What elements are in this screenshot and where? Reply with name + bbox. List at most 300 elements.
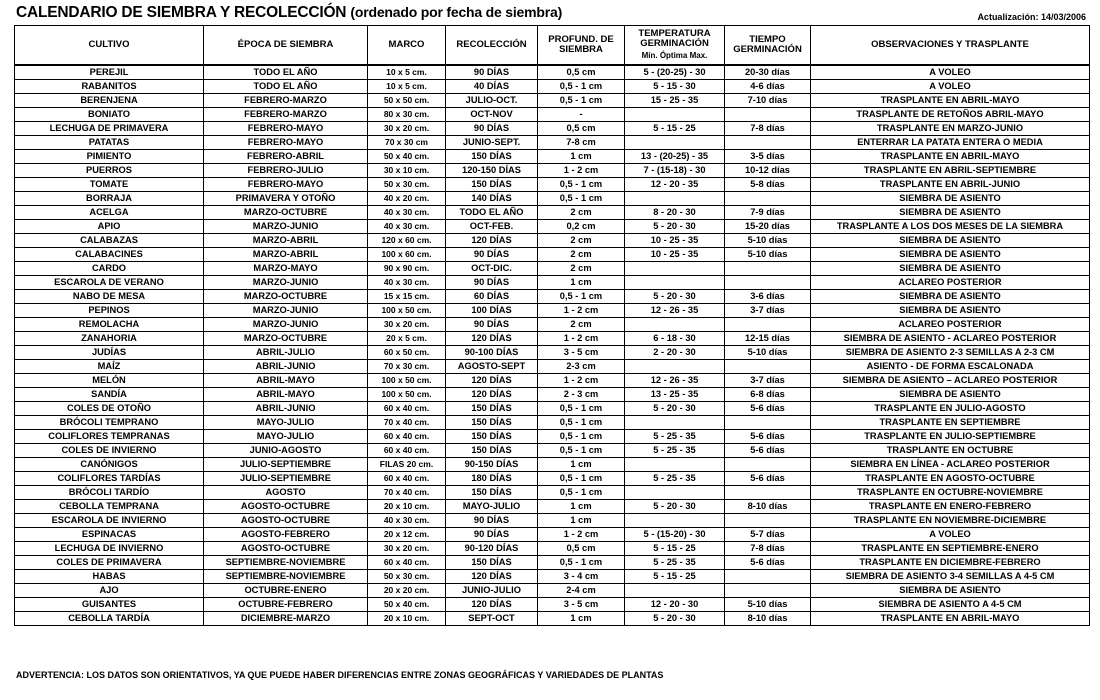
cell-marco: 40 x 30 cm. <box>368 220 446 234</box>
cell-recoleccion: 150 DÍAS <box>446 556 538 570</box>
cell-epoca: ABRIL-MAYO <box>204 388 368 402</box>
cell-observaciones: ACLAREO POSTERIOR <box>811 276 1090 290</box>
cell-profundidad: 1 - 2 cm <box>538 304 625 318</box>
cell-tiempo: 4-6 días <box>725 80 811 94</box>
cell-temperatura <box>625 360 725 374</box>
cell-cultivo: CALABACINES <box>15 248 204 262</box>
table-row <box>15 290 1090 304</box>
cell-profundidad: 1 cm <box>538 514 625 528</box>
table-row <box>15 360 1090 374</box>
cell-profundidad: 0,5 - 1 cm <box>538 472 625 486</box>
cell-observaciones: TRASPLANTE EN ABRIL-MAYO <box>811 94 1090 108</box>
cell-observaciones: TRASPLANTE EN ENERO-FEBRERO <box>811 500 1090 514</box>
cell-profundidad: 2 - 3 cm <box>538 388 625 402</box>
cell-recoleccion: 150 DÍAS <box>446 178 538 192</box>
cell-cultivo: PEREJIL <box>15 65 204 80</box>
cell-profundidad: 2 cm <box>538 206 625 220</box>
cell-tiempo: 7-10 días <box>725 94 811 108</box>
table-row <box>15 402 1090 416</box>
cell-profundidad: 0,5 cm <box>538 122 625 136</box>
cell-profundidad: 1 - 2 cm <box>538 332 625 346</box>
cell-cultivo: BRÓCOLI TEMPRANO <box>15 416 204 430</box>
cell-cultivo: COLIFLORES TEMPRANAS <box>15 430 204 444</box>
cell-epoca: ABRIL-JUNIO <box>204 360 368 374</box>
title-main: CALENDARIO DE SIEMBRA Y RECOLECCIÓN <box>16 4 347 21</box>
cell-marco: 40 x 20 cm. <box>368 192 446 206</box>
table-row <box>15 192 1090 206</box>
cell-cultivo: PIMIENTO <box>15 150 204 164</box>
cell-profundidad: 2-4 cm <box>538 584 625 598</box>
cell-tiempo <box>725 458 811 472</box>
cell-tiempo <box>725 584 811 598</box>
cell-marco: 10 x 5 cm. <box>368 65 446 80</box>
cell-epoca: ABRIL-JULIO <box>204 346 368 360</box>
table-row <box>15 556 1090 570</box>
cell-observaciones: TRASPLANTE EN AGOSTO-OCTUBRE <box>811 472 1090 486</box>
cell-recoleccion: 150 DÍAS <box>446 150 538 164</box>
cell-cultivo: APIO <box>15 220 204 234</box>
cell-marco: 20 x 20 cm. <box>368 584 446 598</box>
cell-recoleccion: 60 DÍAS <box>446 290 538 304</box>
cell-epoca: ABRIL-JUNIO <box>204 402 368 416</box>
cell-epoca: DICIEMBRE-MARZO <box>204 612 368 626</box>
cell-marco: 30 x 20 cm. <box>368 318 446 332</box>
cell-tiempo: 12-15 días <box>725 332 811 346</box>
cell-cultivo: ACELGA <box>15 206 204 220</box>
header-temperatura-sub: Mín. Óptima Max. <box>641 50 708 60</box>
cell-tiempo: 20-30 días <box>725 65 811 80</box>
cell-recoleccion: 120 DÍAS <box>446 388 538 402</box>
cell-epoca: FEBRERO-MAYO <box>204 122 368 136</box>
table-row <box>15 262 1090 276</box>
cell-temperatura <box>625 486 725 500</box>
cell-recoleccion: OCT-NOV <box>446 108 538 122</box>
cell-profundidad: 0,2 cm <box>538 220 625 234</box>
cell-temperatura: 10 - 25 - 35 <box>625 248 725 262</box>
cell-temperatura <box>625 584 725 598</box>
table-row <box>15 304 1090 318</box>
cell-observaciones: ASIENTO - DE FORMA ESCALONADA <box>811 360 1090 374</box>
cell-tiempo: 5-10 días <box>725 346 811 360</box>
cell-tiempo: 8-10 días <box>725 612 811 626</box>
cell-observaciones: TRASPLANTE A LOS DOS MESES DE LA SIEMBRA <box>811 220 1090 234</box>
cell-temperatura: 5 - 15 - 25 <box>625 122 725 136</box>
cell-marco: 60 x 50 cm. <box>368 346 446 360</box>
cell-epoca: FEBRERO-MARZO <box>204 108 368 122</box>
cell-marco: 70 x 40 cm. <box>368 416 446 430</box>
cell-profundidad: 2 cm <box>538 248 625 262</box>
cell-recoleccion: 90-100 DÍAS <box>446 346 538 360</box>
cell-observaciones: SIEMBRA DE ASIENTO <box>811 388 1090 402</box>
cell-observaciones: TRASPLANTE EN SEPTIEMBRE <box>811 416 1090 430</box>
cell-temperatura: 12 - 20 - 35 <box>625 178 725 192</box>
cell-cultivo: BRÓCOLI TARDÍO <box>15 486 204 500</box>
table-row <box>15 500 1090 514</box>
cell-marco: 30 x 10 cm. <box>368 164 446 178</box>
cell-temperatura: 13 - (20-25) - 35 <box>625 150 725 164</box>
cell-temperatura: 5 - 15 - 25 <box>625 542 725 556</box>
cell-cultivo: CALABAZAS <box>15 234 204 248</box>
cell-tiempo: 6-8 días <box>725 388 811 402</box>
cell-profundidad: 0,5 - 1 cm <box>538 430 625 444</box>
cell-profundidad: 0,5 - 1 cm <box>538 402 625 416</box>
cell-marco: 80 x 30 cm. <box>368 108 446 122</box>
cell-temperatura: 2 - 20 - 30 <box>625 346 725 360</box>
cell-tiempo: 5-6 días <box>725 472 811 486</box>
cell-observaciones: TRASPLANTE EN SEPTIEMBRE-ENERO <box>811 542 1090 556</box>
cell-marco: 60 x 40 cm. <box>368 472 446 486</box>
header-recoleccion: RECOLECCIÓN <box>446 26 538 66</box>
cell-observaciones: SIEMBRA DE ASIENTO <box>811 584 1090 598</box>
footer-warning: ADVERTENCIA: LOS DATOS SON ORIENTATIVOS, YA QUE PUEDE HABER DIFERENCIAS ENTRE ZONAS GEOGRÁFICAS Y VARIEDADES DE PLANTAS <box>16 670 664 680</box>
cell-recoleccion: 120 DÍAS <box>446 332 538 346</box>
cell-profundidad: 1 - 2 cm <box>538 374 625 388</box>
cell-marco: 100 x 50 cm. <box>368 374 446 388</box>
cell-profundidad: 1 cm <box>538 458 625 472</box>
cell-marco: 30 x 20 cm. <box>368 122 446 136</box>
cell-cultivo: REMOLACHA <box>15 318 204 332</box>
cell-recoleccion: 120 DÍAS <box>446 234 538 248</box>
cell-observaciones: TRASPLANTE EN ABRIL-JUNIO <box>811 178 1090 192</box>
cell-recoleccion: JULIO-OCT. <box>446 94 538 108</box>
cell-temperatura <box>625 192 725 206</box>
cell-temperatura: 15 - 25 - 35 <box>625 94 725 108</box>
cell-epoca: MAYO-JULIO <box>204 416 368 430</box>
table-body <box>15 65 1090 626</box>
header-temperatura-label: TEMPERATURA GERMINACIÓN <box>638 27 711 50</box>
cell-tiempo <box>725 318 811 332</box>
cell-recoleccion: OCT-DIC. <box>446 262 538 276</box>
cell-marco: 50 x 30 cm. <box>368 570 446 584</box>
table-row <box>15 584 1090 598</box>
cell-profundidad: 2 cm <box>538 262 625 276</box>
cell-epoca: AGOSTO-OCTUBRE <box>204 542 368 556</box>
table-row <box>15 150 1090 164</box>
cell-marco: 40 x 30 cm. <box>368 514 446 528</box>
cell-profundidad: 2-3 cm <box>538 360 625 374</box>
cell-temperatura: 5 - 15 - 30 <box>625 80 725 94</box>
cell-epoca: FEBRERO-MAYO <box>204 136 368 150</box>
cell-profundidad: 0,5 - 1 cm <box>538 556 625 570</box>
cell-epoca: AGOSTO <box>204 486 368 500</box>
table-row <box>15 444 1090 458</box>
update-date: Actualización: 14/03/2006 <box>977 12 1086 22</box>
cell-temperatura <box>625 458 725 472</box>
cell-observaciones: TRASPLANTE EN DICIEMBRE-FEBRERO <box>811 556 1090 570</box>
cell-marco: 50 x 30 cm. <box>368 178 446 192</box>
cell-recoleccion: 180 DÍAS <box>446 472 538 486</box>
cell-tiempo: 15-20 días <box>725 220 811 234</box>
cell-profundidad: 0,5 - 1 cm <box>538 416 625 430</box>
header-row <box>15 26 1090 66</box>
cell-temperatura: 13 - 25 - 35 <box>625 388 725 402</box>
cell-tiempo <box>725 416 811 430</box>
cell-epoca: FEBRERO-MAYO <box>204 178 368 192</box>
table-row <box>15 542 1090 556</box>
cell-profundidad: 0,5 - 1 cm <box>538 290 625 304</box>
cell-recoleccion: 90 DÍAS <box>446 514 538 528</box>
cell-marco: 70 x 40 cm. <box>368 486 446 500</box>
cell-marco: 50 x 40 cm. <box>368 150 446 164</box>
cell-epoca: AGOSTO-OCTUBRE <box>204 500 368 514</box>
cell-temperatura: 5 - (15-20) - 30 <box>625 528 725 542</box>
cell-cultivo: GUISANTES <box>15 598 204 612</box>
table-row <box>15 65 1090 80</box>
cell-epoca: PRIMAVERA Y OTOÑO <box>204 192 368 206</box>
cell-recoleccion: 150 DÍAS <box>446 416 538 430</box>
cell-epoca: AGOSTO-FEBRERO <box>204 528 368 542</box>
cell-epoca: MARZO-OCTUBRE <box>204 206 368 220</box>
cell-recoleccion: 150 DÍAS <box>446 402 538 416</box>
cell-cultivo: TOMATE <box>15 178 204 192</box>
table-row <box>15 528 1090 542</box>
cell-tiempo <box>725 570 811 584</box>
cell-epoca: SEPTIEMBRE-NOVIEMBRE <box>204 556 368 570</box>
cell-tiempo: 5-10 días <box>725 248 811 262</box>
cell-observaciones: TRASPLANTE EN ABRIL-SEPTIEMBRE <box>811 164 1090 178</box>
cell-temperatura: 5 - 20 - 30 <box>625 290 725 304</box>
header-observaciones: OBSERVACIONES Y TRASPLANTE <box>811 26 1090 66</box>
table-row <box>15 80 1090 94</box>
cell-profundidad: 0,5 - 1 cm <box>538 178 625 192</box>
cell-recoleccion: 90-150 DÍAS <box>446 458 538 472</box>
cell-cultivo: ESPINACAS <box>15 528 204 542</box>
cell-profundidad: 0,5 - 1 cm <box>538 192 625 206</box>
cell-temperatura: 8 - 20 - 30 <box>625 206 725 220</box>
cell-observaciones: A VOLEO <box>811 65 1090 80</box>
cell-observaciones: SIEMBRA EN LÍNEA - ACLAREO POSTERIOR <box>811 458 1090 472</box>
cell-tiempo <box>725 262 811 276</box>
cell-tiempo: 5-6 días <box>725 444 811 458</box>
cell-recoleccion: 150 DÍAS <box>446 430 538 444</box>
cell-temperatura <box>625 318 725 332</box>
cell-cultivo: RABANITOS <box>15 80 204 94</box>
cell-temperatura <box>625 514 725 528</box>
cell-tiempo <box>725 108 811 122</box>
cell-temperatura: 12 - 26 - 35 <box>625 374 725 388</box>
cell-tiempo: 7-9 días <box>725 206 811 220</box>
cell-marco: 100 x 50 cm. <box>368 388 446 402</box>
cell-epoca: SEPTIEMBRE-NOVIEMBRE <box>204 570 368 584</box>
cell-cultivo: COLES DE OTOÑO <box>15 402 204 416</box>
cell-tiempo: 3-7 días <box>725 304 811 318</box>
table-row <box>15 332 1090 346</box>
cell-epoca: MARZO-JUNIO <box>204 220 368 234</box>
cell-tiempo <box>725 486 811 500</box>
cell-profundidad: 0,5 cm <box>538 542 625 556</box>
cell-recoleccion: 120 DÍAS <box>446 374 538 388</box>
cell-temperatura: 7 - (15-18) - 30 <box>625 164 725 178</box>
cell-epoca: MARZO-OCTUBRE <box>204 290 368 304</box>
cell-marco: 60 x 40 cm. <box>368 430 446 444</box>
cell-temperatura <box>625 108 725 122</box>
cell-temperatura: 5 - 25 - 35 <box>625 430 725 444</box>
cell-recoleccion: 90 DÍAS <box>446 276 538 290</box>
cell-observaciones: TRASPLANTE EN MARZO-JUNIO <box>811 122 1090 136</box>
cell-marco: 100 x 50 cm. <box>368 304 446 318</box>
cell-marco: 50 x 50 cm. <box>368 94 446 108</box>
cell-temperatura: 5 - 25 - 35 <box>625 556 725 570</box>
cell-cultivo: CANÓNIGOS <box>15 458 204 472</box>
cell-cultivo: JUDÍAS <box>15 346 204 360</box>
cell-marco: 10 x 5 cm. <box>368 80 446 94</box>
cell-profundidad: 0,5 - 1 cm <box>538 486 625 500</box>
cell-tiempo: 3-6 días <box>725 290 811 304</box>
cell-observaciones: SIEMBRA DE ASIENTO <box>811 192 1090 206</box>
cell-observaciones: ACLAREO POSTERIOR <box>811 318 1090 332</box>
cell-recoleccion: 100 DÍAS <box>446 304 538 318</box>
cell-profundidad: 0,5 cm <box>538 65 625 80</box>
cell-temperatura: 5 - 20 - 30 <box>625 220 725 234</box>
cell-marco: 20 x 5 cm. <box>368 332 446 346</box>
cell-tiempo <box>725 514 811 528</box>
table-row <box>15 472 1090 486</box>
cell-tiempo: 5-7 días <box>725 528 811 542</box>
cell-profundidad: 2 cm <box>538 234 625 248</box>
cell-marco: 15 x 15 cm. <box>368 290 446 304</box>
cell-marco: 90 x 90 cm. <box>368 262 446 276</box>
cell-epoca: MARZO-JUNIO <box>204 304 368 318</box>
table-row <box>15 164 1090 178</box>
cell-marco: 20 x 12 cm. <box>368 528 446 542</box>
cell-recoleccion: 90 DÍAS <box>446 65 538 80</box>
cell-cultivo: AJO <box>15 584 204 598</box>
cell-temperatura: 6 - 18 - 30 <box>625 332 725 346</box>
cell-observaciones: SIEMBRA DE ASIENTO <box>811 304 1090 318</box>
cell-observaciones: TRASPLANTE EN ABRIL-MAYO <box>811 612 1090 626</box>
cell-temperatura: 5 - 15 - 25 <box>625 570 725 584</box>
header-epoca: ÉPOCA DE SIEMBRA <box>204 26 368 66</box>
header-temperatura <box>625 26 725 66</box>
cell-temperatura: 12 - 20 - 30 <box>625 598 725 612</box>
cell-observaciones: SIEMBRA DE ASIENTO 3-4 SEMILLAS A 4-5 CM <box>811 570 1090 584</box>
cell-temperatura: 5 - 20 - 30 <box>625 500 725 514</box>
cell-epoca: MARZO-MAYO <box>204 262 368 276</box>
cell-profundidad: - <box>538 108 625 122</box>
cell-profundidad: 0,5 - 1 cm <box>538 94 625 108</box>
cell-temperatura: 10 - 25 - 35 <box>625 234 725 248</box>
cell-cultivo: COLIFLORES TARDÍAS <box>15 472 204 486</box>
cell-temperatura: 5 - 25 - 35 <box>625 472 725 486</box>
cell-marco: FILAS 20 cm. <box>368 458 446 472</box>
cell-observaciones: ENTERRAR LA PATATA ENTERA O MEDIA <box>811 136 1090 150</box>
page-title <box>16 4 562 22</box>
cell-recoleccion: 120 DÍAS <box>446 570 538 584</box>
cell-profundidad: 3 - 5 cm <box>538 598 625 612</box>
table-row <box>15 248 1090 262</box>
cell-tiempo: 5-6 días <box>725 430 811 444</box>
cell-profundidad: 1 cm <box>538 150 625 164</box>
cell-temperatura: 5 - 20 - 30 <box>625 612 725 626</box>
table-row <box>15 276 1090 290</box>
cell-recoleccion: 90 DÍAS <box>446 318 538 332</box>
cell-profundidad: 1 cm <box>538 276 625 290</box>
cell-recoleccion: 120 DÍAS <box>446 598 538 612</box>
cell-profundidad: 0,5 - 1 cm <box>538 80 625 94</box>
table-row <box>15 178 1090 192</box>
cell-observaciones: SIEMBRA DE ASIENTO <box>811 262 1090 276</box>
cell-cultivo: PUERROS <box>15 164 204 178</box>
cell-cultivo: ESCAROLA DE INVIERNO <box>15 514 204 528</box>
cell-recoleccion: 150 DÍAS <box>446 486 538 500</box>
cell-observaciones: TRASPLANTE EN NOVIEMBRE-DICIEMBRE <box>811 514 1090 528</box>
cell-tiempo: 8-10 días <box>725 500 811 514</box>
cell-observaciones: SIEMBRA DE ASIENTO <box>811 206 1090 220</box>
cell-marco: 50 x 40 cm. <box>368 598 446 612</box>
cell-recoleccion: 90-120 DÍAS <box>446 542 538 556</box>
cell-epoca: JUNIO-AGOSTO <box>204 444 368 458</box>
table-row <box>15 122 1090 136</box>
cell-recoleccion: 40 DÍAS <box>446 80 538 94</box>
cell-epoca: MARZO-ABRIL <box>204 234 368 248</box>
cell-epoca: MARZO-JUNIO <box>204 276 368 290</box>
cell-marco: 100 x 60 cm. <box>368 248 446 262</box>
cell-recoleccion: JUNIO-SEPT. <box>446 136 538 150</box>
cell-epoca: AGOSTO-OCTUBRE <box>204 514 368 528</box>
cell-marco: 20 x 10 cm. <box>368 500 446 514</box>
cell-tiempo <box>725 136 811 150</box>
cell-cultivo: SANDÍA <box>15 388 204 402</box>
cell-profundidad: 7-8 cm <box>538 136 625 150</box>
cell-recoleccion: JUNIO-JULIO <box>446 584 538 598</box>
cell-epoca: TODO EL AÑO <box>204 80 368 94</box>
cell-marco: 120 x 60 cm. <box>368 234 446 248</box>
cell-epoca: MAYO-JULIO <box>204 430 368 444</box>
cell-cultivo: PEPINOS <box>15 304 204 318</box>
cell-marco: 60 x 40 cm. <box>368 444 446 458</box>
cell-recoleccion: 90 DÍAS <box>446 528 538 542</box>
cell-epoca: JULIO-SEPTIEMBRE <box>204 472 368 486</box>
table-row <box>15 220 1090 234</box>
cell-recoleccion: 90 DÍAS <box>446 122 538 136</box>
cell-recoleccion: SEPT-OCT <box>446 612 538 626</box>
cell-observaciones: A VOLEO <box>811 528 1090 542</box>
cell-tiempo: 5-6 días <box>725 402 811 416</box>
cell-epoca: MARZO-ABRIL <box>204 248 368 262</box>
cell-marco: 40 x 30 cm. <box>368 276 446 290</box>
cell-observaciones: SIEMBRA DE ASIENTO 2-3 SEMILLAS A 2-3 CM <box>811 346 1090 360</box>
cell-profundidad: 2 cm <box>538 318 625 332</box>
cell-observaciones: TRASPLANTE EN ABRIL-MAYO <box>811 150 1090 164</box>
cell-cultivo: COLES DE PRIMAVERA <box>15 556 204 570</box>
cell-recoleccion: 140 DÍAS <box>446 192 538 206</box>
cell-epoca: OCTUBRE-FEBRERO <box>204 598 368 612</box>
cell-temperatura: 5 - (20-25) - 30 <box>625 65 725 80</box>
cell-tiempo: 10-12 días <box>725 164 811 178</box>
cell-cultivo: MAÍZ <box>15 360 204 374</box>
cell-profundidad: 3 - 5 cm <box>538 346 625 360</box>
cell-cultivo: CEBOLLA TARDÍA <box>15 612 204 626</box>
cell-epoca: MARZO-JUNIO <box>204 318 368 332</box>
cell-cultivo: BERENJENA <box>15 94 204 108</box>
table-row <box>15 598 1090 612</box>
table-row <box>15 108 1090 122</box>
cell-tiempo: 3-5 días <box>725 150 811 164</box>
table-row <box>15 486 1090 500</box>
cell-recoleccion: OCT-FEB. <box>446 220 538 234</box>
cell-observaciones: TRASPLANTE EN OCTUBRE <box>811 444 1090 458</box>
cell-tiempo: 5-10 días <box>725 234 811 248</box>
table-row <box>15 514 1090 528</box>
cell-observaciones: SIEMBRA DE ASIENTO <box>811 248 1090 262</box>
cell-profundidad: 1 cm <box>538 612 625 626</box>
cell-tiempo: 7-8 días <box>725 542 811 556</box>
cell-tiempo: 3-7 días <box>725 374 811 388</box>
cell-cultivo: ZANAHORIA <box>15 332 204 346</box>
cell-observaciones: SIEMBRA DE ASIENTO A 4-5 CM <box>811 598 1090 612</box>
cell-observaciones: SIEMBRA DE ASIENTO <box>811 234 1090 248</box>
table-row <box>15 94 1090 108</box>
